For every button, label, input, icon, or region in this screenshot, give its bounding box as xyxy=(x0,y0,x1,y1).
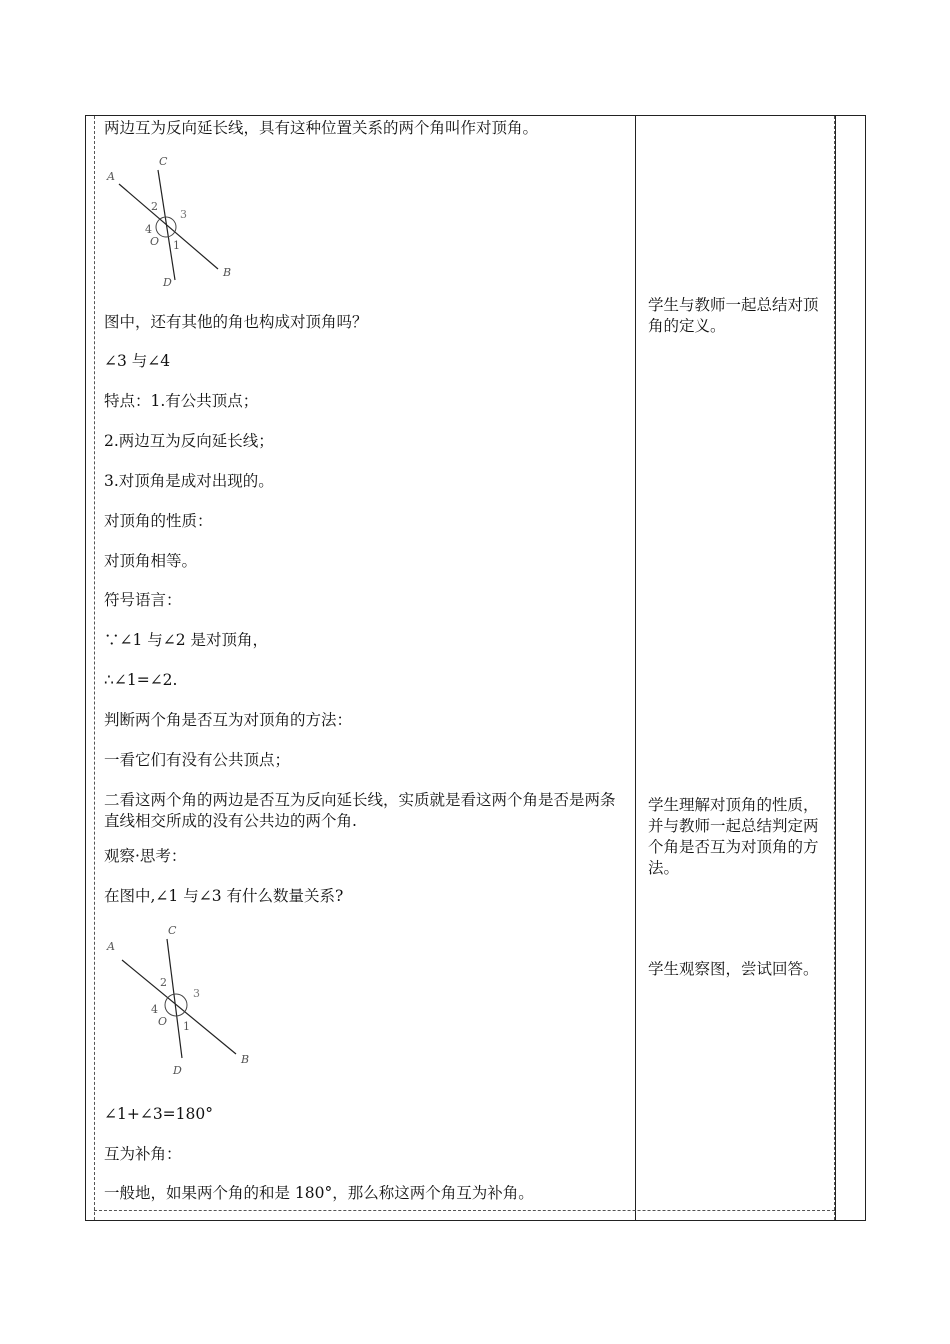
student-note-2: 学生理解对顶角的性质，并与教师一起总结判定两个角是否互为对顶角的方法。 xyxy=(648,796,819,877)
judge-step-1: 一看它们有没有公共顶点； xyxy=(104,751,291,769)
angle-figure-1 xyxy=(95,152,255,292)
column-divider-narrow xyxy=(835,116,836,1220)
symbol-title: 符号语言： xyxy=(104,591,182,609)
dashed-frame-bottom xyxy=(94,1210,835,1211)
column-divider xyxy=(635,116,636,1220)
point-b-label: B xyxy=(223,266,232,279)
point-c-label: C xyxy=(168,924,177,937)
angle-4-label: 4 xyxy=(145,223,152,236)
student-note-1: 学生与教师一起总结对顶角的定义。 xyxy=(648,296,819,335)
feature-2: 2.两边互为反向延长线； xyxy=(104,432,274,450)
symbol-line-2: ∴∠1=∠2. xyxy=(104,671,178,689)
angle-figure-2 xyxy=(95,920,270,1080)
point-o-label: O xyxy=(158,1015,168,1028)
angle-1-label: 1 xyxy=(173,239,180,252)
judge-title: 判断两个角是否互为对顶角的方法： xyxy=(104,711,353,729)
student-note-3: 学生观察图，尝试回答。 xyxy=(648,960,819,978)
point-b-label: B xyxy=(241,1053,250,1066)
point-a-label: A xyxy=(107,170,115,183)
point-a-label: A xyxy=(107,940,115,953)
angle-2-label: 2 xyxy=(160,976,167,989)
judge-step-2: 二看这两个角的两边是否互为反向延长线，实质就是看这两个角是否是两条直线相交所成的没有公共边的两个角. xyxy=(104,791,616,830)
observe-answer: ∠1+∠3=180° xyxy=(104,1105,214,1123)
symbol-line-1: ∵∠1 与∠2 是对顶角， xyxy=(104,631,269,649)
feature-1: 特点：1.有公共顶点； xyxy=(104,392,259,410)
observe-question: 在图中,∠1 与∠3 有什么数量关系? xyxy=(104,887,344,905)
point-d-label: D xyxy=(173,1064,182,1077)
property-text: 对顶角相等。 xyxy=(104,552,198,570)
question-other-angles: 图中，还有其他的角也构成对顶角吗？ xyxy=(104,313,368,331)
answer-other-angles: ∠3 与∠4 xyxy=(104,352,171,370)
property-title: 对顶角的性质： xyxy=(104,512,213,530)
observe-title: 观察·思考： xyxy=(104,847,187,865)
intro-text: 两边互为反向延长线，具有这种位置关系的两个角叫作对顶角。 xyxy=(104,119,539,137)
point-d-label: D xyxy=(163,276,172,289)
angle-3-label: 3 xyxy=(180,208,187,221)
line-cd xyxy=(158,170,175,280)
feature-3: 3.对顶角是成对出现的。 xyxy=(104,472,274,490)
point-c-label: C xyxy=(159,155,168,168)
angle-1-label: 1 xyxy=(183,1020,190,1033)
point-o-label: O xyxy=(150,235,160,248)
supplementary-title: 互为补角： xyxy=(104,1145,182,1163)
line-ab xyxy=(119,184,218,269)
supplementary-definition: 一般地，如果两个角的和是 180°，那么称这两个角互为补角。 xyxy=(104,1184,534,1202)
angle-4-label: 4 xyxy=(151,1003,158,1016)
angle-2-label: 2 xyxy=(151,200,158,213)
angle-3-label: 3 xyxy=(193,987,200,1000)
line-ab xyxy=(122,960,236,1054)
